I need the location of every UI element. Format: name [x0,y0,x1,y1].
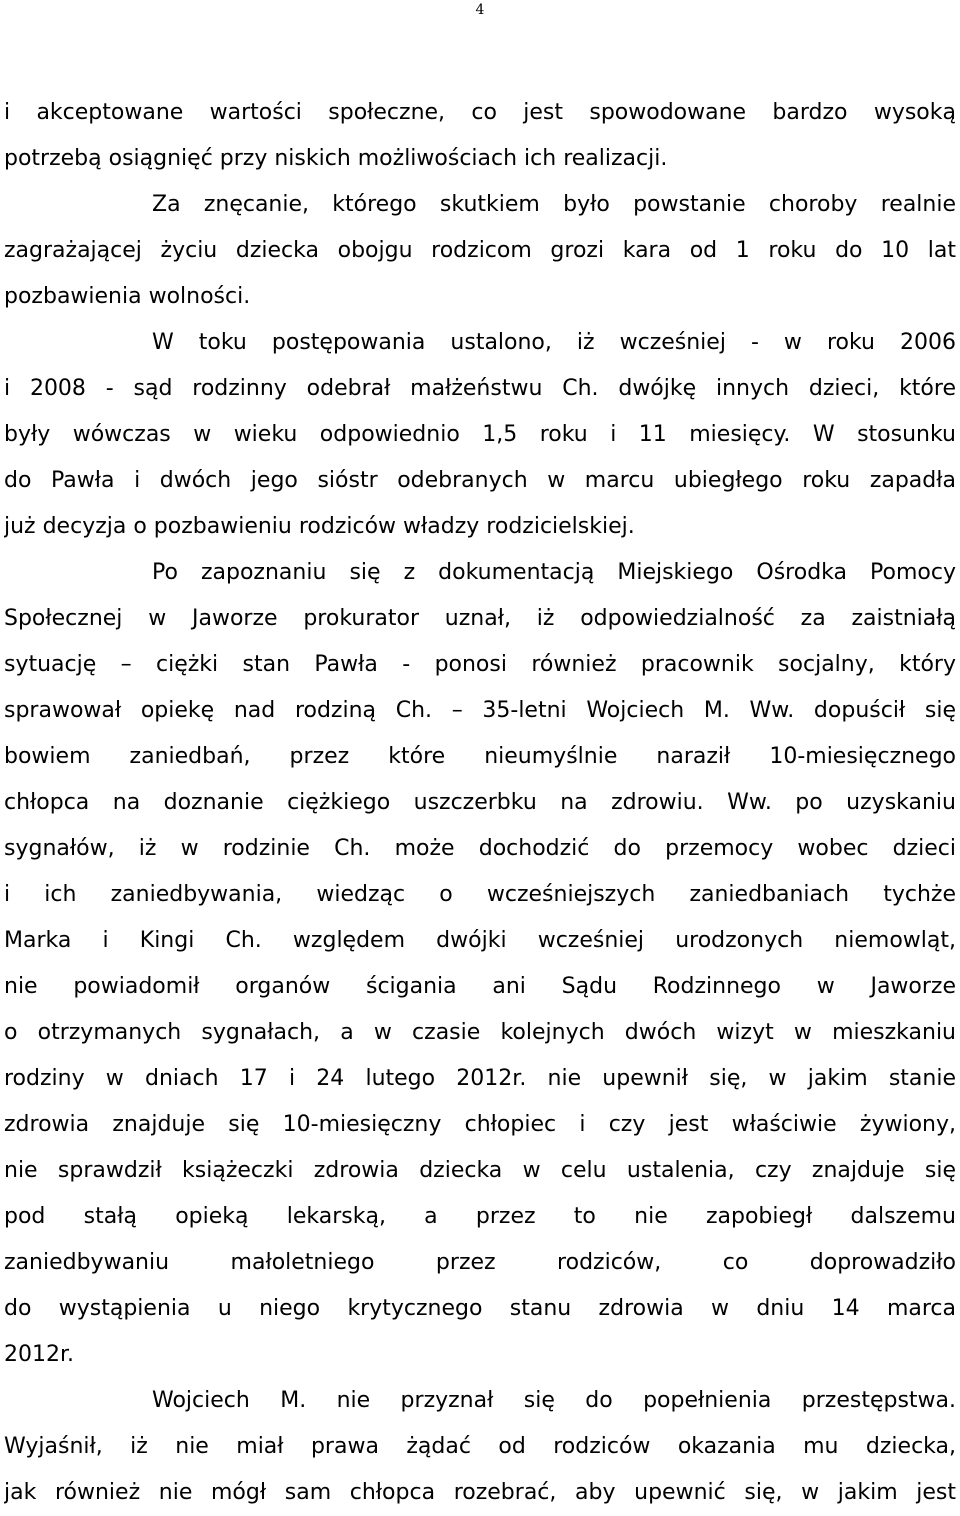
text-line: i 2008 - sąd rodzinny odebrał małżeństwu Ch. dwójkę innych dzieci, które [4,376,956,401]
text-line: do Pawła i dwóch jego sióstr odebranych w marcu ubiegłego roku zapadła [4,468,956,493]
text-line: zaniedbywaniu małoletniego przez rodziców, co doprowadziło [4,1250,956,1275]
text-line: Wojciech M. nie przyznał się do popełnienia przestępstwa. [152,1388,956,1413]
text-line: bowiem zaniedbań, przez które nieumyślnie naraził 10-miesięcznego [4,744,956,769]
text-line: nie sprawdził książeczki zdrowia dziecka w celu ustalenia, czy znajduje się [4,1158,956,1183]
text-line: Za znęcanie, którego skutkiem było powstanie choroby realnie [152,192,956,217]
document-body [4,90,956,1516]
text-line: nie powiadomił organów ścigania ani Sądu Rodzinnego w Jaworze [4,974,956,999]
text-line: zdrowia znajduje się 10-miesięczny chłopiec i czy jest właściwie żywiony, [4,1112,956,1137]
text-line: sprawował opiekę nad rodziną Ch. – 35-letni Wojciech M. Ww. dopuścił się [4,698,956,723]
text-line: Po zapoznaniu się z dokumentacją Miejskiego Ośrodka Pomocy [152,560,956,585]
text-line: już decyzja o pozbawieniu rodziców władzy rodzicielskiej. [4,514,635,539]
text-line: i ich zaniedbywania, wiedząc o wcześniejszych zaniedbaniach tychże [4,882,956,907]
text-line: pozbawienia wolności. [4,284,251,309]
text-line: były wówczas w wieku odpowiednio 1,5 roku i 11 miesięcy. W stosunku [4,422,956,447]
text-line: 2012r. [4,1342,75,1367]
page-number: 4 [475,2,485,18]
text-line: potrzebą osiągnięć przy niskich możliwościach ich realizacji. [4,146,668,171]
text-line: zagrażającej życiu dziecka obojgu rodzicom grozi kara od 1 roku do 10 lat [4,238,956,263]
text-line: i akceptowane wartości społeczne, co jest spowodowane bardzo wysoką [4,100,956,125]
text-line: Wyjaśnił, iż nie miał prawa żądać od rodziców okazania mu dziecka, [4,1434,956,1459]
text-line: o otrzymanych sygnałach, a w czasie kolejnych dwóch wizyt w mieszkaniu [4,1020,956,1045]
text-line: sygnałów, iż w rodzinie Ch. może dochodzić do przemocy wobec dzieci [4,836,956,861]
text-line: chłopca na doznanie ciężkiego uszczerbku na zdrowiu. Ww. po uzyskaniu [4,790,956,815]
text-line: Społecznej w Jaworze prokurator uznał, iż odpowiedzialność za zaistniałą [4,606,956,631]
text-line: Marka i Kingi Ch. względem dwójki wcześniej urodzonych niemowląt, [4,928,956,953]
text-line: W toku postępowania ustalono, iż wcześniej - w roku 2006 [152,330,956,355]
text-line: sytuację – ciężki stan Pawła - ponosi również pracownik socjalny, który [4,652,956,677]
text-line: pod stałą opieką lekarską, a przez to nie zapobiegł dalszemu [4,1204,956,1229]
text-line: jak również nie mógł sam chłopca rozebrać, aby upewnić się, w jakim jest [4,1480,956,1505]
text-line: do wystąpienia u niego krytycznego stanu zdrowia w dniu 14 marca [4,1296,956,1321]
text-line: rodziny w dniach 17 i 24 lutego 2012r. nie upewnił się, w jakim stanie [4,1066,956,1091]
